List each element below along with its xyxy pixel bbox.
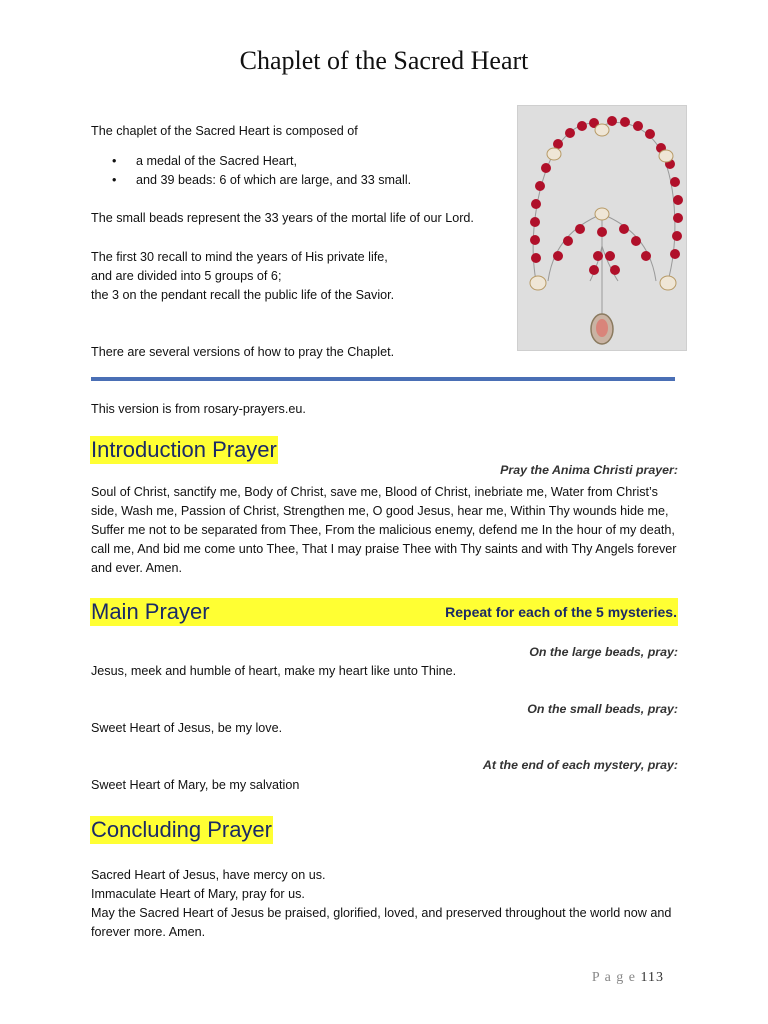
end-mystery-prayer: Sweet Heart of Mary, be my salvation — [91, 778, 300, 792]
concluding-heading: Concluding Prayer — [91, 817, 272, 842]
introduction-heading: Introduction Prayer — [91, 437, 277, 462]
intro-lead: The chaplet of the Sacred Heart is composed of — [91, 124, 358, 138]
versions-text: There are several versions of how to pray the Chaplet. — [91, 345, 395, 359]
text-line: and are divided into 5 groups of 6; — [91, 269, 282, 283]
section-divider — [91, 377, 675, 381]
page-number-value: 113 — [640, 970, 664, 985]
first-30-text — [91, 248, 511, 305]
source-text: This version is from rosary-prayers.eu. — [91, 402, 306, 416]
anima-christi-text: Soul of Christ, sanctify me, Body of Christ, save me, Blood of Christ, inebriate me, Water from Christ’s side, Wash me, Passion of Christ, Strengthen me, O good Jesus, hear me, Within Thy wounds hide me, Suffer me not to be separated from Thee, From the malicious enemy, defend me In the hour of my death, call me, And bid me come unto Thee, That I may praise Thee with Thy saints and with Thy Angels forever and ever. Amen. — [91, 485, 677, 575]
repeat-note: Repeat for each of the 5 mysteries. — [445, 604, 677, 620]
end-mystery-instruction: At the end of each mystery, pray: — [482, 758, 678, 772]
page-number — [592, 970, 664, 986]
text-line: The first 30 recall to mind the years of His private life, — [91, 250, 388, 264]
text-line: the 3 on the pendant recall the public life of the Savior. — [91, 288, 395, 302]
text-line: Sacred Heart of Jesus, have mercy on us. — [91, 868, 326, 882]
concluding-text — [91, 866, 691, 942]
large-beads-instruction: On the large beads, pray: — [529, 645, 678, 659]
large-beads-prayer: Jesus, meek and humble of heart, make my heart like unto Thine. — [91, 664, 457, 678]
page-title: Chaplet of the Sacred Heart — [239, 46, 529, 75]
small-beads-text: The small beads represent the 33 years of the mortal life of our Lord. — [91, 211, 474, 225]
rosary-photo — [517, 105, 687, 351]
composition-list — [112, 152, 411, 190]
small-beads-instruction: On the small beads, pray: — [527, 702, 678, 716]
main-prayer-banner — [90, 598, 678, 626]
list-item: • a medal of the Sacred Heart, — [112, 152, 411, 171]
anima-instruction: Pray the Anima Christi prayer: — [500, 463, 678, 477]
main-prayer-heading: Main Prayer — [91, 599, 210, 624]
page-label: P a g e — [591, 970, 637, 985]
rosary-image — [518, 106, 686, 350]
text-line: May the Sacred Heart of Jesus be praised, glorified, loved, and preserved throughout the world now and forever more. Amen. — [91, 906, 672, 939]
text-line: Immaculate Heart of Mary, pray for us. — [91, 887, 305, 901]
small-beads-prayer: Sweet Heart of Jesus, be my love. — [91, 721, 283, 735]
list-item: • and 39 beads: 6 of which are large, and 33 small. — [112, 171, 411, 190]
